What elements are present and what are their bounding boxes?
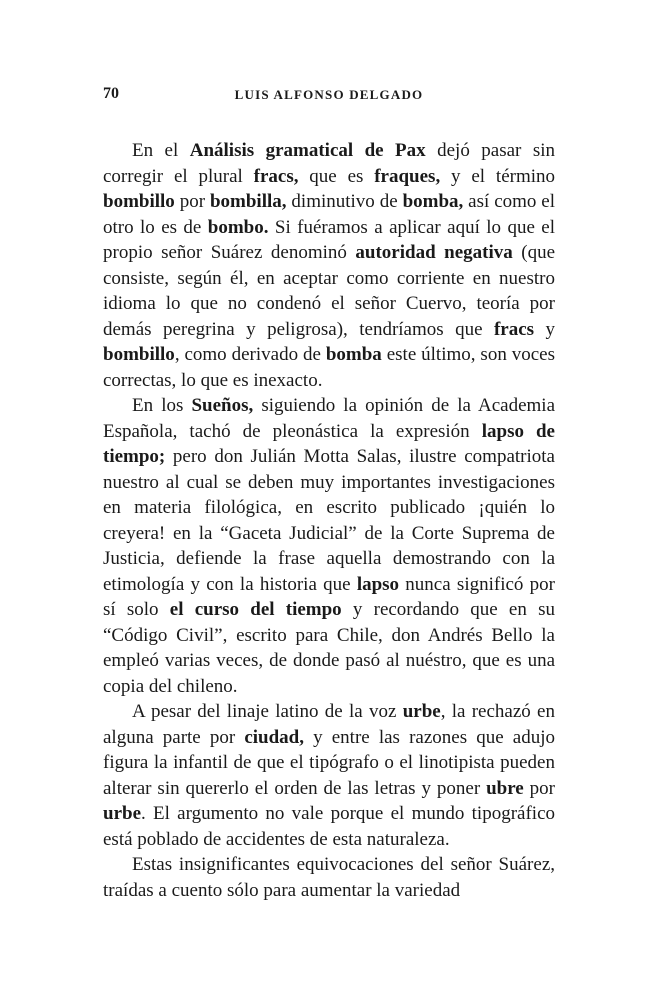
bold-term: Sueños, — [191, 395, 254, 416]
text-run: y — [534, 318, 555, 340]
bold-term: fracs — [493, 318, 535, 340]
text-run: A pesar del linaje latino de la voz — [132, 701, 403, 722]
text-run: este último, son voces correctas, lo que es inexacto. — [103, 344, 555, 391]
bold-term: bombillo — [103, 344, 175, 365]
bold-term: fracs, — [253, 165, 299, 187]
text-run: nunca significó por sí solo — [103, 573, 555, 620]
text-run: y recordando que en su “Código Civil”, escrito para Chile, don Andrés Bello la empleó varias veces, de donde pasó al nuéstro, que es una copia del chileno. — [103, 599, 555, 697]
text-run: y el término — [440, 165, 556, 187]
bold-term: el curso del tiempo — [169, 599, 342, 620]
text-run: pero don Julián Motta Salas, ilustre compatriota nuestro al cual se deben muy importantes investigaciones en materia filológica, en escrito publicado ¡quién lo creyera! en la “Gaceta Judicial” de la Corte Suprema de Justicia, defiende la frase aquella demostrando con la etimología y con la historia que — [103, 446, 555, 595]
paragraph-2 — [103, 393, 555, 699]
text-run: Si fuéramos a aplicar aquí lo que el propio señor Suárez denominó — [103, 216, 555, 263]
bold-term: lapso — [356, 573, 400, 595]
text-run: , la rechazó en alguna parte por — [103, 701, 555, 748]
text-run: Estas insignificantes equivocaciones del señor Suárez, traídas a cuento sólo para aumentar la variedad — [103, 854, 555, 901]
bold-term: urbe — [103, 803, 141, 824]
bold-term: fraques, — [374, 165, 441, 187]
page-header — [103, 85, 555, 107]
bold-term: urbe — [402, 701, 441, 722]
paragraph-1 — [103, 138, 555, 393]
running-head: LUIS ALFONSO DELGADO — [234, 87, 424, 102]
paragraph-4 — [103, 852, 555, 903]
bold-term: bomba — [325, 344, 382, 365]
text-run: (que consiste, según él, en aceptar como corriente en nuestro idioma lo que no condenó el señor Cuervo, teoría por demás peregrina y peligrosa), tendríamos que — [103, 242, 555, 340]
text-run: así como el otro lo es de — [103, 191, 556, 238]
bold-term: bombilla, — [209, 191, 287, 212]
text-run: que es — [298, 165, 375, 187]
bold-term: bombo. — [207, 216, 269, 238]
bold-term: lapso de tiempo; — [103, 420, 555, 467]
bold-term: ciudad, — [244, 726, 304, 748]
page-number: 70 — [103, 85, 119, 102]
text-run: dejó pasar sin corregir el plural — [103, 140, 555, 187]
text-run: . El argumento no vale porque el mundo tipográfico está poblado de accidentes de esta naturaleza. — [103, 803, 555, 850]
text-run: , como derivado de — [174, 344, 326, 365]
bold-term: ubre — [486, 777, 524, 799]
body-text — [103, 138, 555, 903]
text-run: En el — [132, 140, 190, 161]
bold-term: bombillo — [103, 191, 175, 212]
text-run: diminutivo de — [286, 191, 403, 212]
text-run: En los — [132, 395, 192, 416]
text-run: siguiendo la opinión de la Academia Española, tachó de pleonástica la expresión — [103, 395, 556, 442]
bold-term: autoridad negativa — [355, 242, 513, 263]
paragraph-3 — [103, 699, 555, 852]
bold-term: bomba, — [402, 191, 464, 212]
text-run: y entre las razones que adujo figura la infantil de que el tipógrafo o el linotipista pueden alterar sin quererlo el orden de las letras y poner — [103, 726, 555, 799]
text-run: por — [523, 777, 555, 799]
text-run: por — [174, 191, 210, 212]
bold-term: Análisis gramatical de Pax — [189, 140, 426, 161]
